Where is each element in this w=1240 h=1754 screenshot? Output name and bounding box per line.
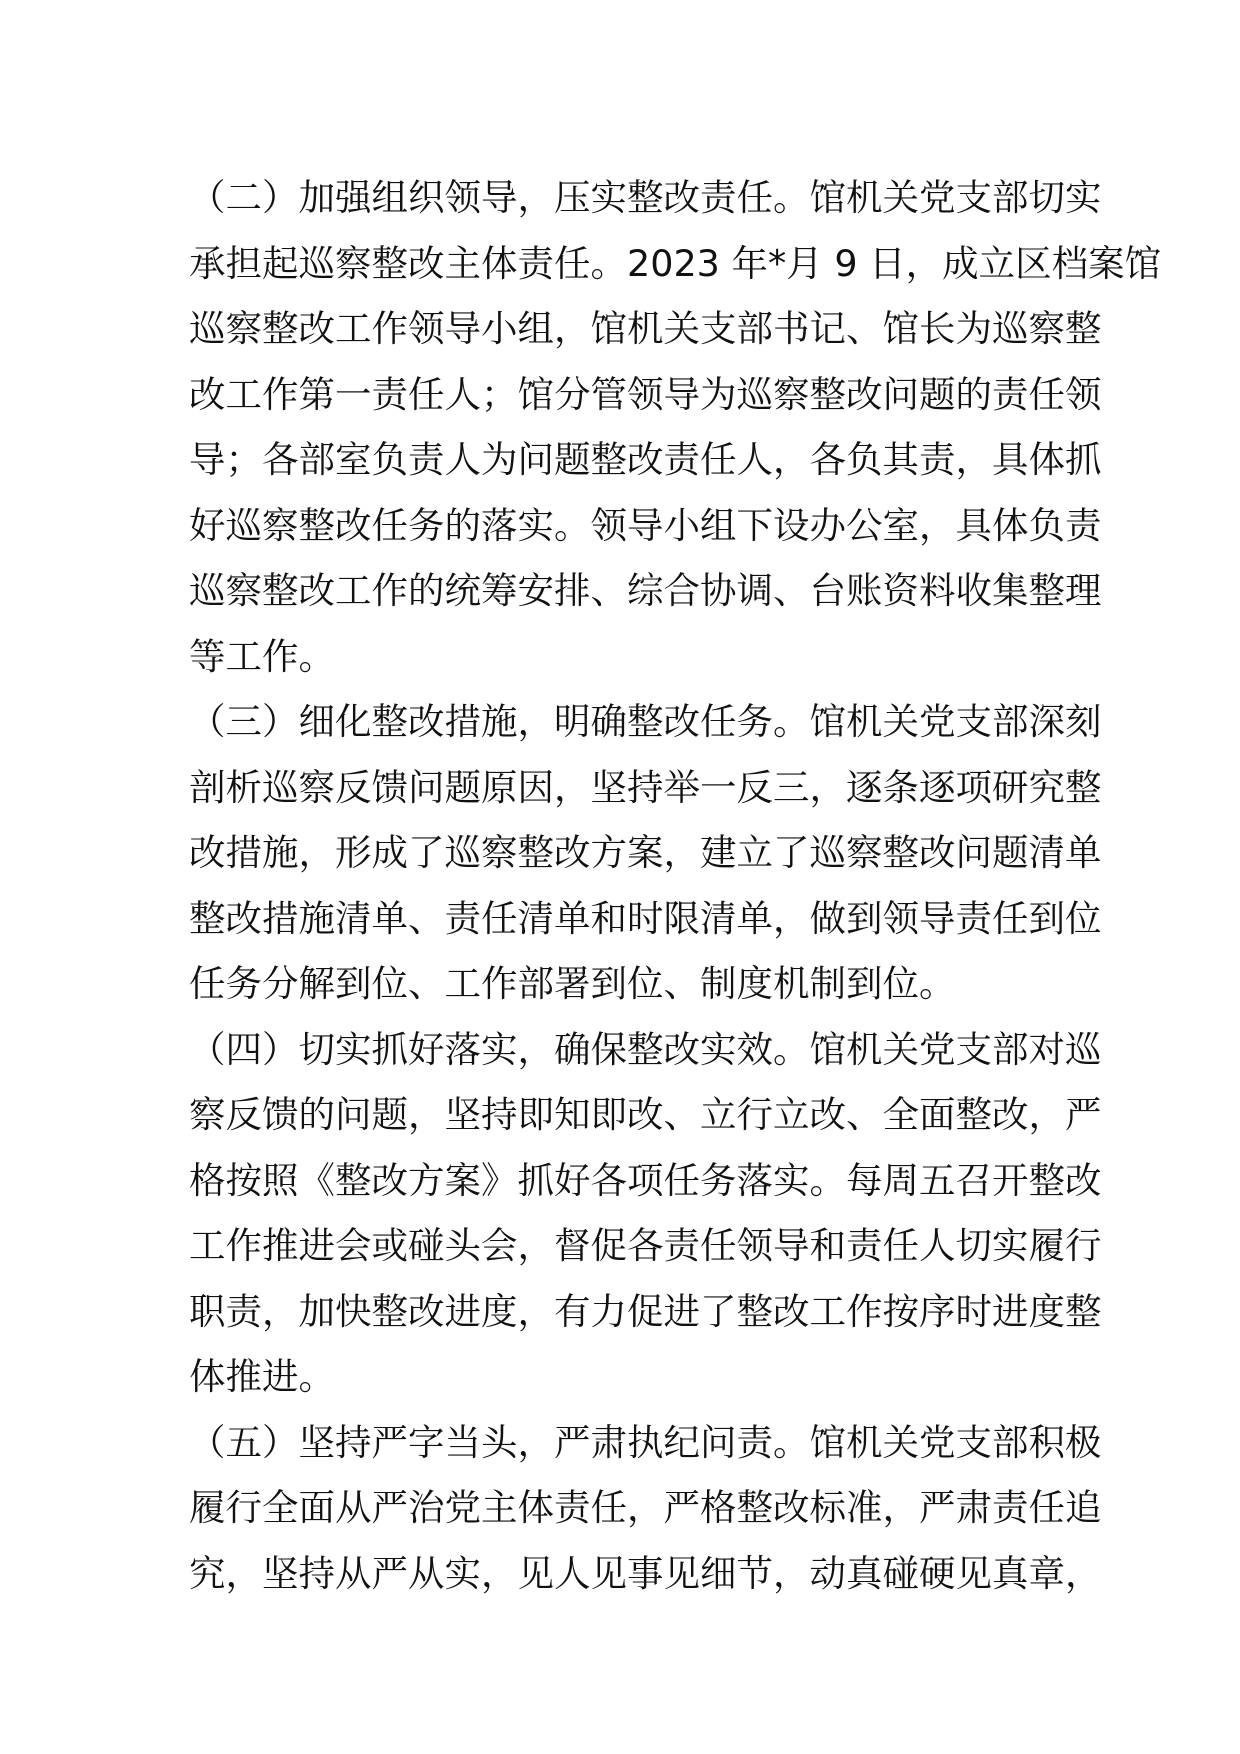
text-line: 整改措施清单、责任清单和时限清单，做到领导责任到位 <box>189 896 1102 940</box>
text-line: 职责，加快整改进度，有力促进了整改工作按序时进度整 <box>189 1289 1102 1333</box>
text-line: 好巡察整改任务的落实。领导小组下设办公室，具体负责 <box>189 503 1102 547</box>
text-line: 任务分解到位、工作部署到位、制度机制到位。 <box>189 962 956 1005</box>
text-line: （五）坚持严字当头，严肃执纪问责。馆机关党支部积极 <box>189 1420 1102 1464</box>
text-line: （二）加强组织领导，压实整改责任。馆机关党支部切实 <box>189 176 1102 219</box>
text-line: （三）细化整改措施，明确整改任务。馆机关党支部深刻 <box>189 700 1102 743</box>
text-line: 察反馈的问题，坚持即知即改、立行立改、全面整改，严 <box>189 1093 1102 1136</box>
text-line: 导；各部室负责人为问题整改责任人，各负其责，具体抓 <box>189 438 1102 481</box>
text-line: 工作推进会或碰头会，督促各责任领导和责任人切实履行 <box>189 1224 1102 1267</box>
text-line: 究，坚持从严从实，见人见事见细节，动真碰硬见真章， <box>189 1551 1102 1595</box>
text-line: 巡察整改工作领导小组，馆机关支部书记、馆长为巡察整 <box>189 307 1102 350</box>
paragraph-section-2 <box>189 165 1162 689</box>
document-page <box>189 165 1162 1606</box>
paragraph-section-4 <box>189 1017 1102 1410</box>
text-line: 改工作第一责任人；馆分管领导为巡察整改问题的责任领 <box>189 372 1102 416</box>
text-line: 承担起巡察整改主体责任。2023 年*月 9 日，成立区档案馆 <box>189 241 1162 285</box>
paragraph-section-3 <box>189 689 1102 1017</box>
paragraph-section-5 <box>189 1410 1102 1607</box>
text-line: 等工作。 <box>189 634 335 678</box>
text-line: 剖析巡察反馈问题原因，坚持举一反三，逐条逐项研究整 <box>189 765 1102 809</box>
text-line: 改措施，形成了巡察整改方案，建立了巡察整改问题清单 <box>189 831 1102 874</box>
text-line: 履行全面从严治党主体责任，严格整改标准，严肃责任追 <box>189 1486 1102 1529</box>
text-line: 格按照《整改方案》抓好各项任务落实。每周五召开整改 <box>189 1158 1102 1202</box>
text-line: 巡察整改工作的统筹安排、综合协调、台账资料收集整理 <box>189 569 1102 612</box>
text-line: （四）切实抓好落实，确保整改实效。馆机关党支部对巡 <box>189 1027 1102 1071</box>
text-line: 体推进。 <box>189 1355 335 1398</box>
